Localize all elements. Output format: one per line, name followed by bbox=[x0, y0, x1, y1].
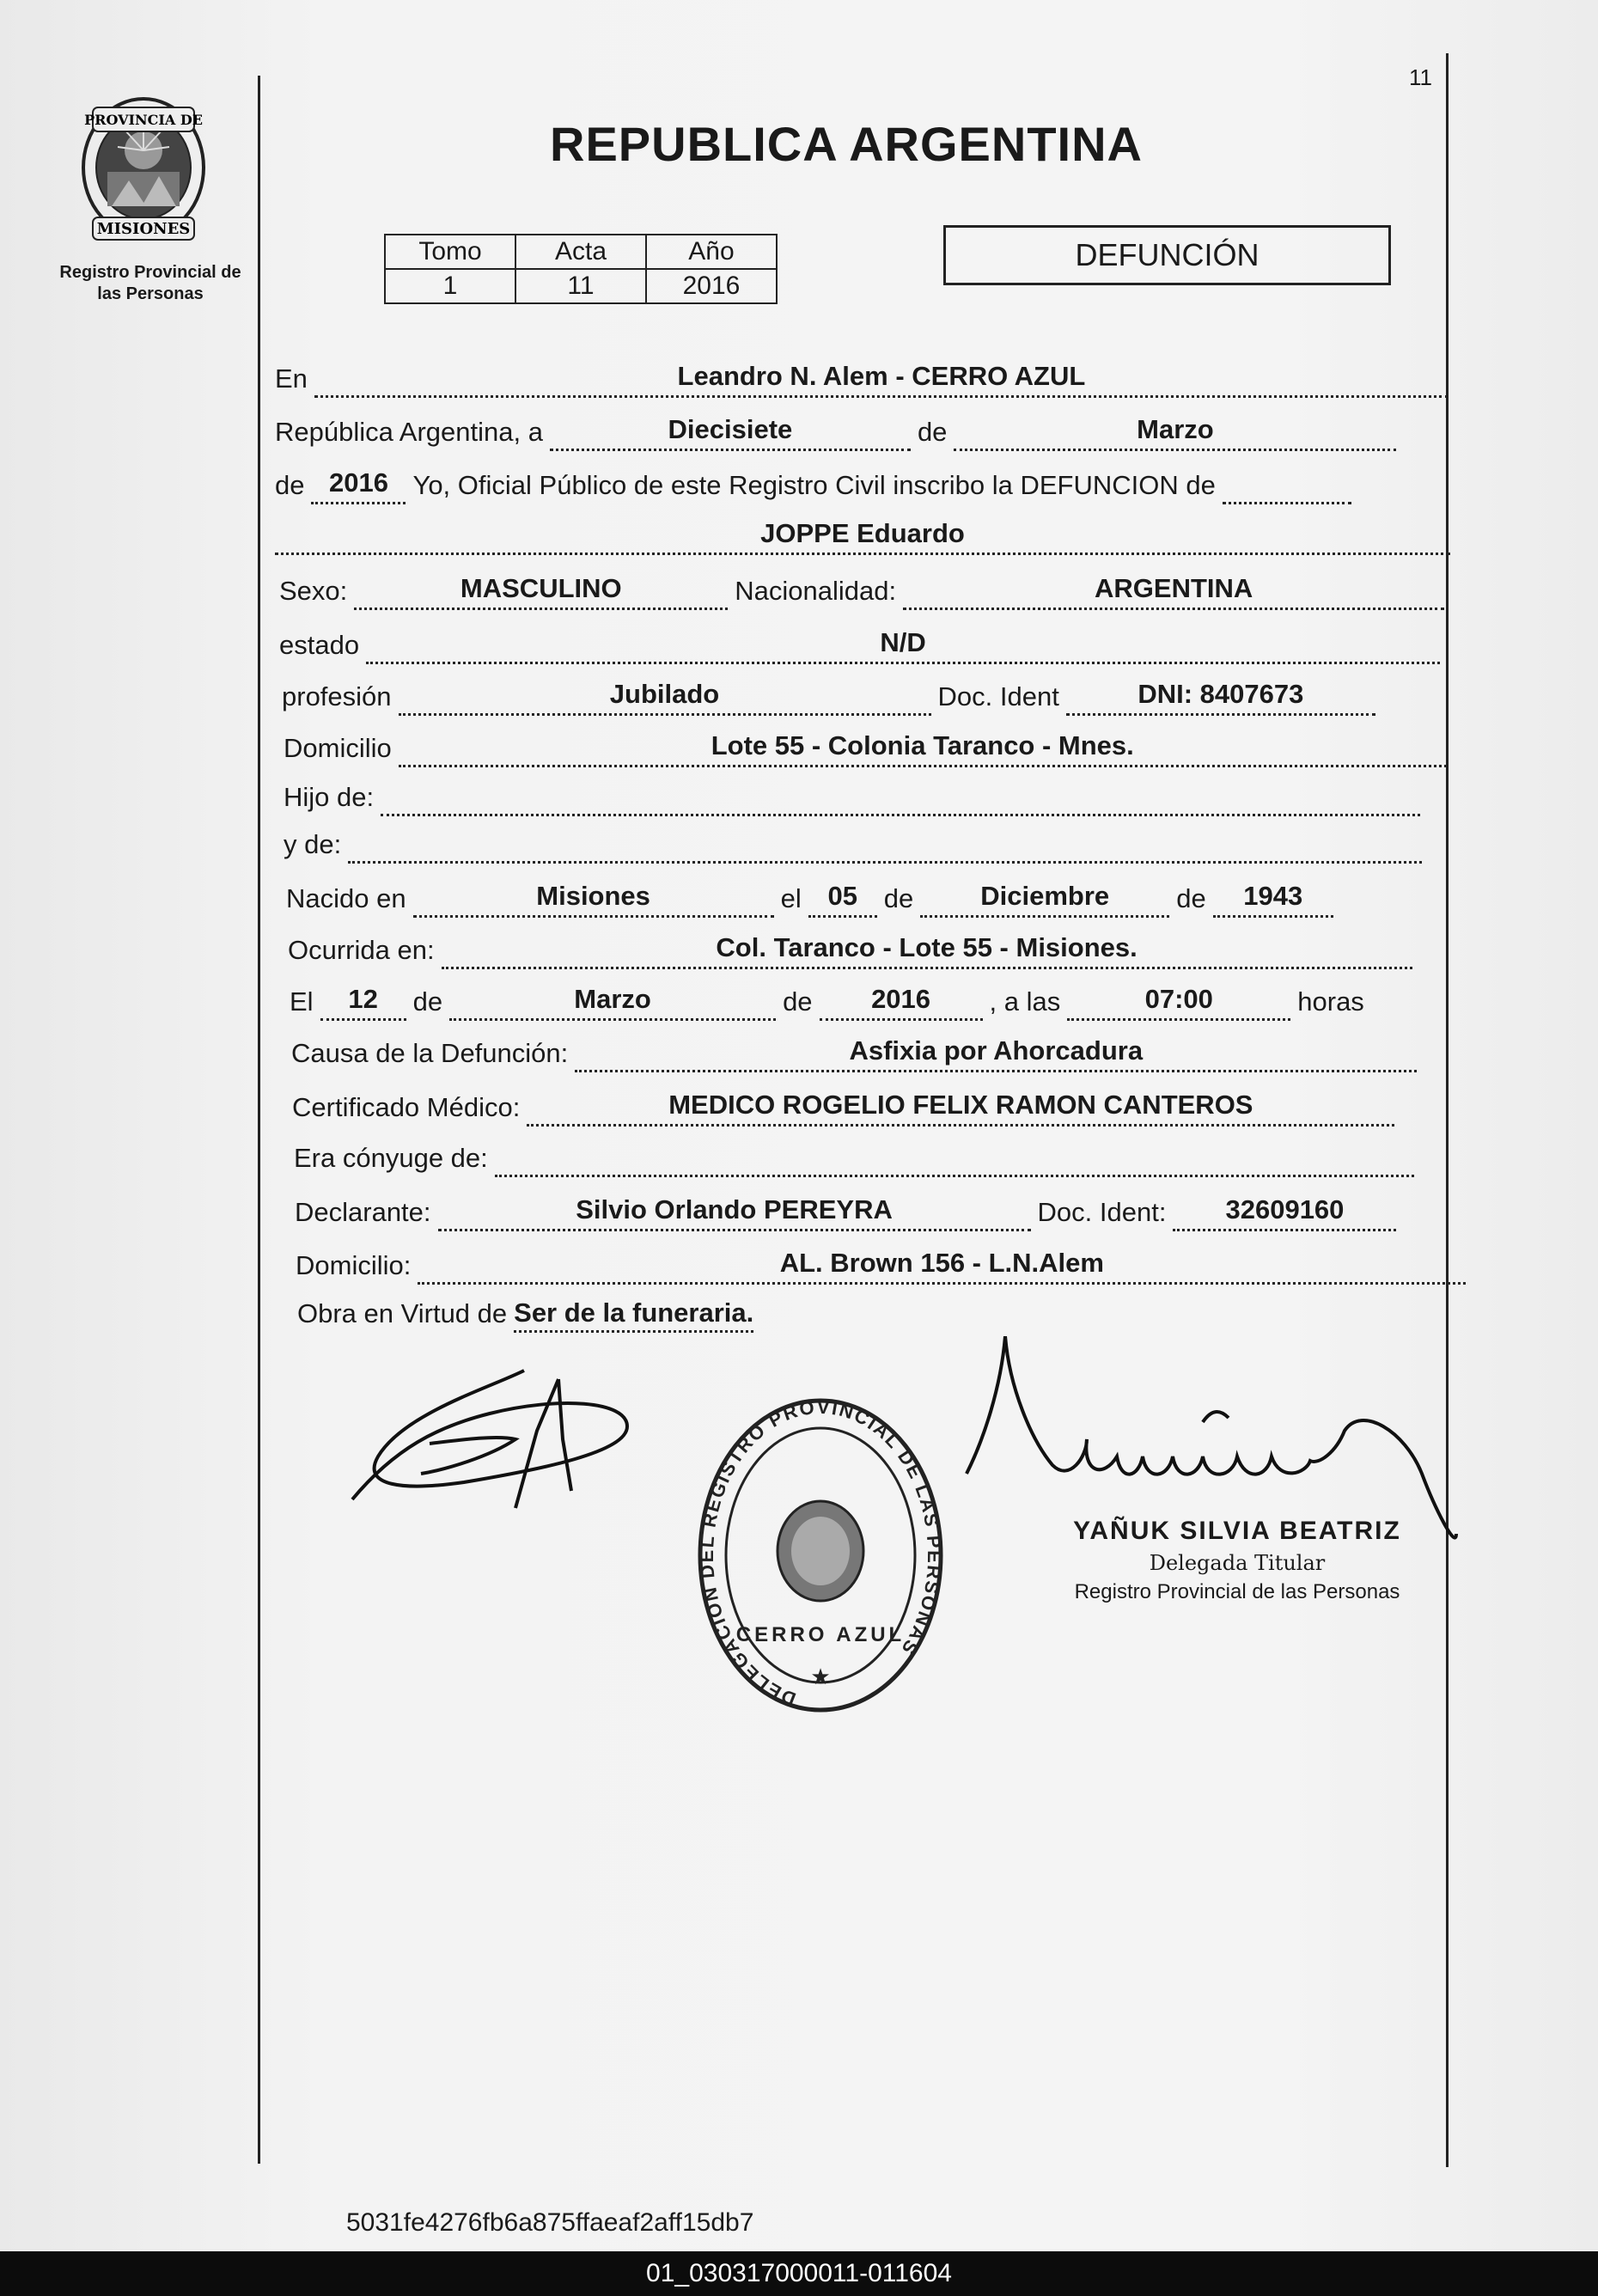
hijo-field bbox=[381, 810, 1420, 816]
horas-label: horas bbox=[1297, 986, 1364, 1017]
row-domicilio bbox=[284, 730, 1454, 767]
ocurrida-field: Col. Taranco - Lote 55 - Misiones. bbox=[442, 932, 1412, 969]
yde-label: y de: bbox=[284, 829, 342, 859]
alas-label: , a las bbox=[989, 986, 1061, 1017]
nacido-label: Nacido en bbox=[286, 883, 406, 913]
estado-field: N/D bbox=[366, 627, 1440, 664]
registry-label: Registro Provincial de las Personas bbox=[59, 263, 241, 303]
anio-prefix-label: de bbox=[275, 470, 305, 500]
domicilio-label: Domicilio bbox=[284, 733, 392, 763]
row-nombre bbox=[275, 518, 1450, 555]
declarante-label: Declarante: bbox=[295, 1197, 431, 1227]
row-hijo bbox=[284, 782, 1427, 816]
hora-field: 07:00 bbox=[1067, 984, 1290, 1021]
row-causa bbox=[291, 1035, 1424, 1072]
footer-id-bar: 01_030317000011-011604 bbox=[0, 2251, 1598, 2296]
fall-dia-field: 12 bbox=[320, 984, 406, 1021]
row-domicilio2 bbox=[296, 1248, 1473, 1285]
nacido-lugar-field: Misiones bbox=[413, 881, 774, 918]
ocurrida-label: Ocurrida en: bbox=[288, 935, 435, 965]
table-value-anio: 2016 bbox=[646, 269, 777, 303]
nacido-anio-field: 1943 bbox=[1213, 881, 1333, 918]
hijo-label: Hijo de: bbox=[284, 782, 375, 812]
row-inscribo bbox=[275, 467, 1358, 504]
left-margin-line bbox=[258, 76, 260, 2164]
record-table bbox=[384, 234, 778, 304]
record-table-value-row bbox=[385, 269, 777, 303]
record-type-box: DEFUNCIÓN bbox=[943, 225, 1391, 285]
declarante-field: Silvio Orlando PEREYRA bbox=[438, 1194, 1031, 1231]
table-header-anio: Año bbox=[646, 235, 777, 269]
official-stamp bbox=[692, 1392, 949, 1719]
nacido-de2-label: de bbox=[1176, 883, 1206, 913]
nacionalidad-label: Nacionalidad: bbox=[735, 576, 897, 606]
row-conyuge bbox=[294, 1143, 1421, 1177]
inscribo-blank bbox=[1223, 498, 1351, 504]
row-fallecimiento bbox=[290, 984, 1364, 1021]
nacido-mes-field: Diciembre bbox=[920, 881, 1169, 918]
causa-field: Asfixia por Ahorcadura bbox=[575, 1035, 1417, 1072]
domicilio2-label: Domicilio: bbox=[296, 1250, 412, 1280]
el2-label: El bbox=[290, 986, 314, 1017]
logo-text-bottom: MISIONES bbox=[96, 220, 191, 238]
anio-field: 2016 bbox=[311, 467, 406, 504]
mes-field: Marzo bbox=[954, 414, 1396, 451]
fall-de2-label: de bbox=[783, 986, 813, 1017]
republica-label: República Argentina, a bbox=[275, 417, 543, 447]
en-label: En bbox=[275, 363, 308, 394]
stamp-star-icon: ★ bbox=[810, 1664, 831, 1689]
row-nacido bbox=[286, 881, 1340, 918]
inscribo-text: Yo, Oficial Público de este Registro Civil inscribo la DEFUNCION de bbox=[412, 470, 1216, 500]
el-label: el bbox=[780, 883, 802, 913]
declarant-signature bbox=[344, 1362, 644, 1525]
document-hash: 5031fe4276fb6a875ffaeaf2aff15db7 bbox=[346, 2208, 754, 2237]
nombre-field: JOPPE Eduardo bbox=[275, 518, 1450, 555]
conyuge-label: Era cónyuge de: bbox=[294, 1143, 488, 1173]
doc2-field: 32609160 bbox=[1173, 1194, 1396, 1231]
table-header-acta: Acta bbox=[515, 235, 646, 269]
nacionalidad-field: ARGENTINA bbox=[903, 573, 1444, 610]
domicilio2-field: AL. Brown 156 - L.N.Alem bbox=[418, 1248, 1466, 1285]
row-certificado bbox=[292, 1090, 1401, 1127]
domicilio-field: Lote 55 - Colonia Taranco - Mnes. bbox=[399, 730, 1447, 767]
profesion-label: profesión bbox=[282, 681, 392, 711]
logo-text-top: PROVINCIA DE bbox=[84, 112, 203, 128]
page-number: 11 bbox=[1409, 64, 1432, 90]
page-title: REPUBLICA ARGENTINA bbox=[550, 117, 1143, 171]
dia-field: Diecisiete bbox=[550, 414, 911, 451]
doc-label: Doc. Ident bbox=[937, 681, 1059, 711]
row-sexo bbox=[279, 573, 1451, 610]
row-ocurrida bbox=[288, 932, 1419, 969]
causa-label: Causa de la Defunción: bbox=[291, 1038, 569, 1068]
nacido-dia-field: 05 bbox=[808, 881, 877, 918]
fall-anio-field: 2016 bbox=[820, 984, 983, 1021]
lugar-field: Leandro N. Alem - CERRO AZUL bbox=[314, 361, 1449, 398]
row-lugar bbox=[275, 361, 1455, 398]
misiones-emblem-icon bbox=[77, 90, 210, 245]
stamp-ring-text: DELEGACION DEL REGISTRO PROVINCIAL DE LAS PERSONAS bbox=[696, 1395, 946, 1711]
signatory-org: Registro Provincial de las Personas bbox=[1074, 1580, 1400, 1603]
table-header-tomo: Tomo bbox=[385, 235, 515, 269]
table-value-tomo: 1 bbox=[385, 269, 515, 303]
row-fecha bbox=[275, 414, 1403, 451]
row-yde bbox=[284, 829, 1429, 864]
fall-mes-field: Marzo bbox=[449, 984, 776, 1021]
conyuge-field bbox=[495, 1171, 1414, 1177]
sexo-field: MASCULINO bbox=[354, 573, 728, 610]
signatory-name: YAÑUK SILVIA BEATRIZ bbox=[1073, 1517, 1401, 1545]
row-estado bbox=[279, 627, 1447, 664]
obra-field: Ser de la funeraria. bbox=[514, 1298, 753, 1333]
profesion-field: Jubilado bbox=[399, 679, 931, 716]
signatory-block bbox=[1065, 1517, 1409, 1604]
obra-label: Obra en Virtud de bbox=[297, 1298, 508, 1328]
doc-field: DNI: 8407673 bbox=[1066, 679, 1375, 716]
doc2-label: Doc. Ident: bbox=[1037, 1197, 1167, 1227]
fall-de1-label: de bbox=[412, 986, 443, 1017]
row-profesion bbox=[282, 679, 1382, 716]
certificado-label: Certificado Médico: bbox=[292, 1092, 521, 1122]
certificado-field: MEDICO ROGELIO FELIX RAMON CANTEROS bbox=[527, 1090, 1394, 1127]
stamp-inner-text: CERRO AZUL bbox=[735, 1623, 906, 1646]
yde-field bbox=[348, 858, 1422, 864]
sexo-label: Sexo: bbox=[279, 576, 348, 606]
signatory-role: Delegada Titular bbox=[1149, 1551, 1326, 1575]
table-value-acta: 11 bbox=[515, 269, 646, 303]
row-declarante bbox=[295, 1194, 1403, 1231]
record-table-header-row bbox=[385, 235, 777, 269]
nacido-de1-label: de bbox=[883, 883, 914, 913]
de-label: de bbox=[917, 417, 948, 447]
row-obra bbox=[297, 1298, 753, 1333]
estado-label: estado bbox=[279, 630, 360, 660]
